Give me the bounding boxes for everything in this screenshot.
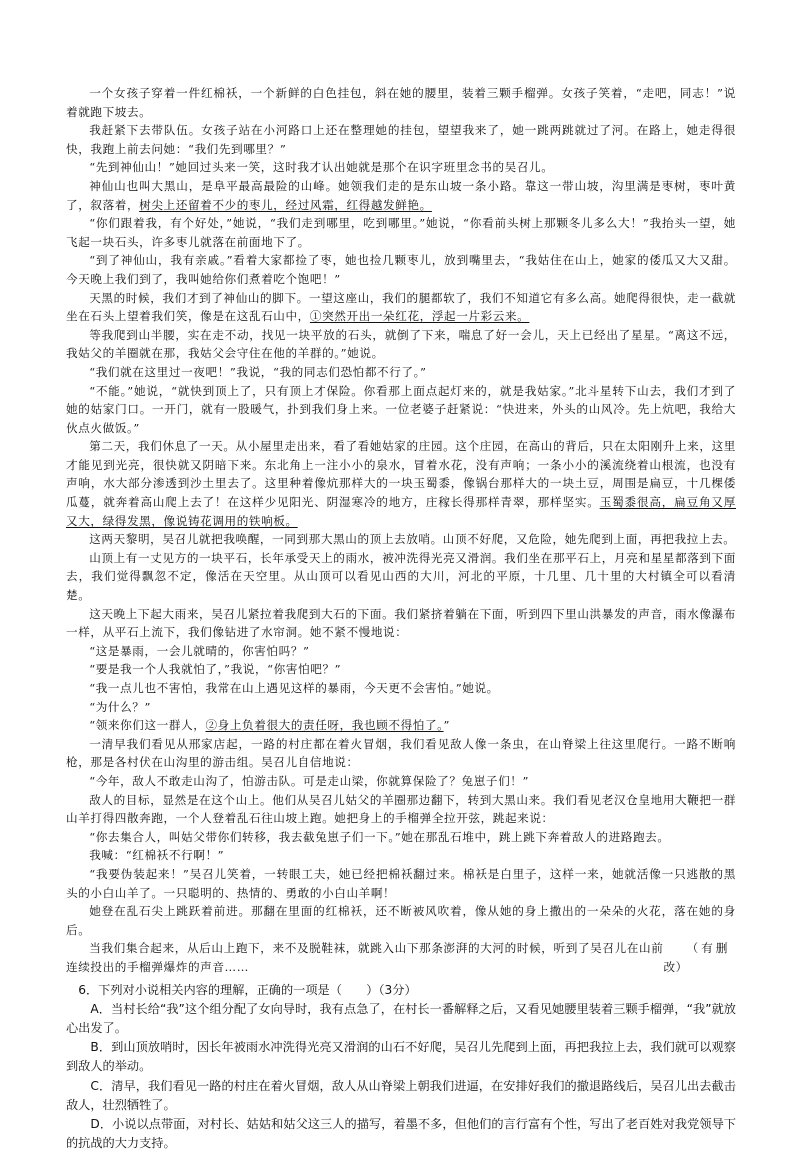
story-paragraph: 等我爬到山半腰，实在走不动，找见一块平放的石头，就倒了下来，喘息了好一会儿，天上已经出了星星。“离这不远，我姑父的羊圈就在那，我姑父会守住在他的羊群的。”她说。 — [66, 326, 736, 363]
story-paragraph: “不能。”她说，“就快到顶上了，只有顶上才保险。你看那上面点起灯来的，就是我姑家。”北斗星转下山去，我们才到了她的姑家门口。一开门，就有一股暖气，扑到我们身上来。一位老婆子赶紧说：“快进来，外头的山风冷。先上炕吧，我给大伙点火做饭。” — [66, 382, 736, 438]
story-final-line — [66, 939, 736, 976]
story-paragraph: 第二天，我们休息了一天。从小屋里走出来，看了看她姑家的庄园。这个庄园，在高山的背后，只在太阳刚升上来，这里才能见到光亮，很快就又阴暗下来。东北角上一注小小的泉水，冒着水花，没有声响；一条小小的溪流绕着山根流，也没有声响，水大部分渗透到沙土里去了。这里种着像炕那样大的一块玉蜀黍，像锅台那样大的一块土豆，周围是扁豆，十几棵倭瓜蔓，就奔着高山爬上去了！在这样少见阳光、阴湿寒冷的地方，庄稼长得那样青翠，那样坚实。玉蜀黍很高，扁豆角又厚又大，绿得发黑，像说铸花调用的铁响板。 — [66, 437, 736, 530]
story-paragraph: 一清早我们看见从邢家店起，一路的村庄都在着火冒烟，我们看见敌人像一条虫，在山脊梁上往这里爬行。一路不断响枪，那是各村伏在山沟里的游击组。吴召儿自信地说： — [66, 735, 736, 772]
story-paragraph: 天黑的时候，我们才到了神仙山的脚下。一望这座山，我们的腿都软了，我们不知道它有多么高。她爬得很快，走一截就坐在石头上望着我们笑，像是在这乱石山中，①突然开出一朵红花，浮起一片彩云来。 — [66, 289, 736, 326]
story-paragraph: “这是暴雨，一会儿就晴的，你害怕吗？” — [66, 642, 736, 661]
story-paragraph: “我们就在这里过一夜吧！”我说，“我的同志们恐怕都不行了。” — [66, 363, 736, 382]
story-paragraph: 一个女孩子穿着一件红棉袄，一个新鲜的白色挂包，斜在她的腰里，装着三颗手榴弹。女孩子笑着，“走吧，同志！”说着就跑下坡去。 — [66, 84, 736, 121]
story-paragraph: “为什么？” — [66, 698, 736, 717]
story-paragraph: 当我们集合起来，从后山上跑下，来不及脱鞋袜，就跳入山下那条澎湃的大河的时候，听到了吴召儿在山前连续投出的手榴弹爆炸的声音…… — [66, 939, 663, 976]
story-paragraph: “今年，敌人不敢走山沟了，怕游击队。可是走山梁，你就算保险了？兔崽子们！” — [66, 772, 736, 791]
story-paragraph: 这两天黎明，吴召儿就把我唤醒，一同到那大黑山的顶上去放哨。山顶不好爬，又危险，她先爬到上面，再把我拉上去。 — [66, 530, 736, 549]
option-b: B．到山顶放哨时，因长年被雨水冲洗得光亮又滑润的山石不好爬，吴召儿先爬到上面，再把我拉上去，我们就可以观察到敌人的举动。 — [66, 1038, 736, 1076]
story-paragraph: “领来你们这一群人，②身上负着很大的责任呀，我也顾不得怕了。” — [66, 716, 736, 735]
story-paragraph: “你去集合人，叫姑父带你们转移，我去截兔崽子们一下。”她在那乱石堆中，跳上跳下奔着敌人的进路跑去。 — [66, 828, 736, 847]
story-paragraph: 她登在乱石尖上跳跃着前进。那翻在里面的红棉袄，还不断被风吹着，像从她的身上撒出的一朵朵的火花，落在她的身后。 — [66, 902, 736, 939]
option-d: D．小说以点带面，对村长、姑姑和姑父这三人的描写，着墨不多，但他们的言行富有个性，写出了老百姓对我党领导下的抗战的大力支持。 — [66, 1115, 736, 1153]
story-text — [66, 84, 736, 977]
story-paragraph: “你们跟着我，有个好处，”她说，“我们走到哪里，吃到哪里。”她说，“你看前头树上那颗冬儿多么大！”我抬头一望，她飞起一块石头，许多枣儿就落在前面地下了。 — [66, 214, 736, 251]
story-paragraph: 这天晚上下起大雨来，吴召儿紧拉着我爬到大石的下面。我们紧挤着躺在下面，听到四下里山洪暴发的声音，雨水像瀑布一样，从平石上流下，我们像钻进了水帘洞。她不紧不慢地说： — [66, 605, 736, 642]
underlined-phrase: ①突然开出一朵红花，浮起一片彩云来。 — [310, 309, 530, 323]
story-paragraph: “到了神仙山，我有亲戚。”看着大家都捡了枣，她也捡几颗枣儿，放到嘴里去，“我姑住在山上，她家的倭瓜又大又甜。今天晚上我们到了，我叫她给你们煮着吃个饱吧！” — [66, 251, 736, 288]
story-paragraph: 我赶紧下去带队伍。女孩子站在小河路口上还在整理她的挂包，望望我来了，她一跳两跳就过了河。在路上，她走得很快，我跑上前去问她：“我们先到哪里？” — [66, 121, 736, 158]
abridged-note: （有删改） — [663, 939, 728, 976]
story-paragraph: “我一点儿也不害怕，我常在山上遇见这样的暴雨，今天更不会害怕。”她说。 — [66, 679, 736, 698]
story-paragraph: 山顶上有一丈见方的一块平石，长年承受天上的雨水，被冲洗得光亮又滑润。我们坐在那平石上，月亮和星星都落到下面去，我们觉得飘忽不定，像活在天空里。从山顶可以看见山西的大川，河北的平原，十几里、几十里的大村镇全可以看清楚。 — [66, 549, 736, 605]
underlined-phrase: 树尖上还留着不少的枣儿，经过风霜，红得越发鲜艳。 — [139, 198, 432, 212]
option-c: C．清早，我们看见一路的村庄在着火冒烟，敌人从山脊梁上朝我们进逼，在安排好我们的撤退路线后，吴召儿出去截击敌人，壮烈牺牲了。 — [66, 1077, 736, 1115]
story-paragraph: “我要伪装起来！”吴召儿笑着，一转眼工夫，她已经把棉袄翻过来。棉袄是白里子，这样一来，她就活像一只逃散的黑头的小白山羊了。一只聪明的、热情的、勇敢的小白山羊啊！ — [66, 865, 736, 902]
story-paragraph: 敌人的目标，显然是在这个山上。他们从吴召儿姑父的羊圈那边翻下，转到大黑山来。我们看见老汉仓皇地用大鞭把一群山羊打得四散奔跑，一个人登着乱石往山坡上跑。她把身上的手榴弹全拉开弦，跳起来说： — [66, 791, 736, 828]
question-stem: 6．下列对小说相关内容的理解，正确的一项是（ ）（3分） — [66, 981, 736, 1000]
underlined-phrase: 玉蜀黍很高，扁豆角又厚又大，绿得发黑，像说铸花调用的铁响板。 — [66, 495, 736, 528]
option-a: A．当村长给“我”这个组分配了女向导时，我有点急了，在村长一番解释之后，又看见她腰里装着三颗手榴弹，“我”就放心出发了。 — [66, 1000, 736, 1038]
underlined-phrase: ②身上负着很大的责任呀，我也顾不得怕了。 — [205, 718, 443, 732]
question-block — [66, 981, 736, 1153]
story-paragraph: “要是我一个人我就怕了，”我说，“你害怕吧？” — [66, 660, 736, 679]
story-paragraph: 神仙山也叫大黑山，是阜平最高最险的山峰。她领我们走的是东山坡一条小路。靠这一带山坡，沟里满是枣树，枣叶黄了，叙落着，树尖上还留着不少的枣儿，经过风霜，红得越发鲜艳。 — [66, 177, 736, 214]
page — [66, 84, 736, 1153]
story-paragraph: 我喊：“红棉袄不行啊！” — [66, 846, 736, 865]
story-paragraph: “先到神仙山！”她回过头来一笑，这时我才认出她就是那个在识字班里念书的吴召儿。 — [66, 158, 736, 177]
